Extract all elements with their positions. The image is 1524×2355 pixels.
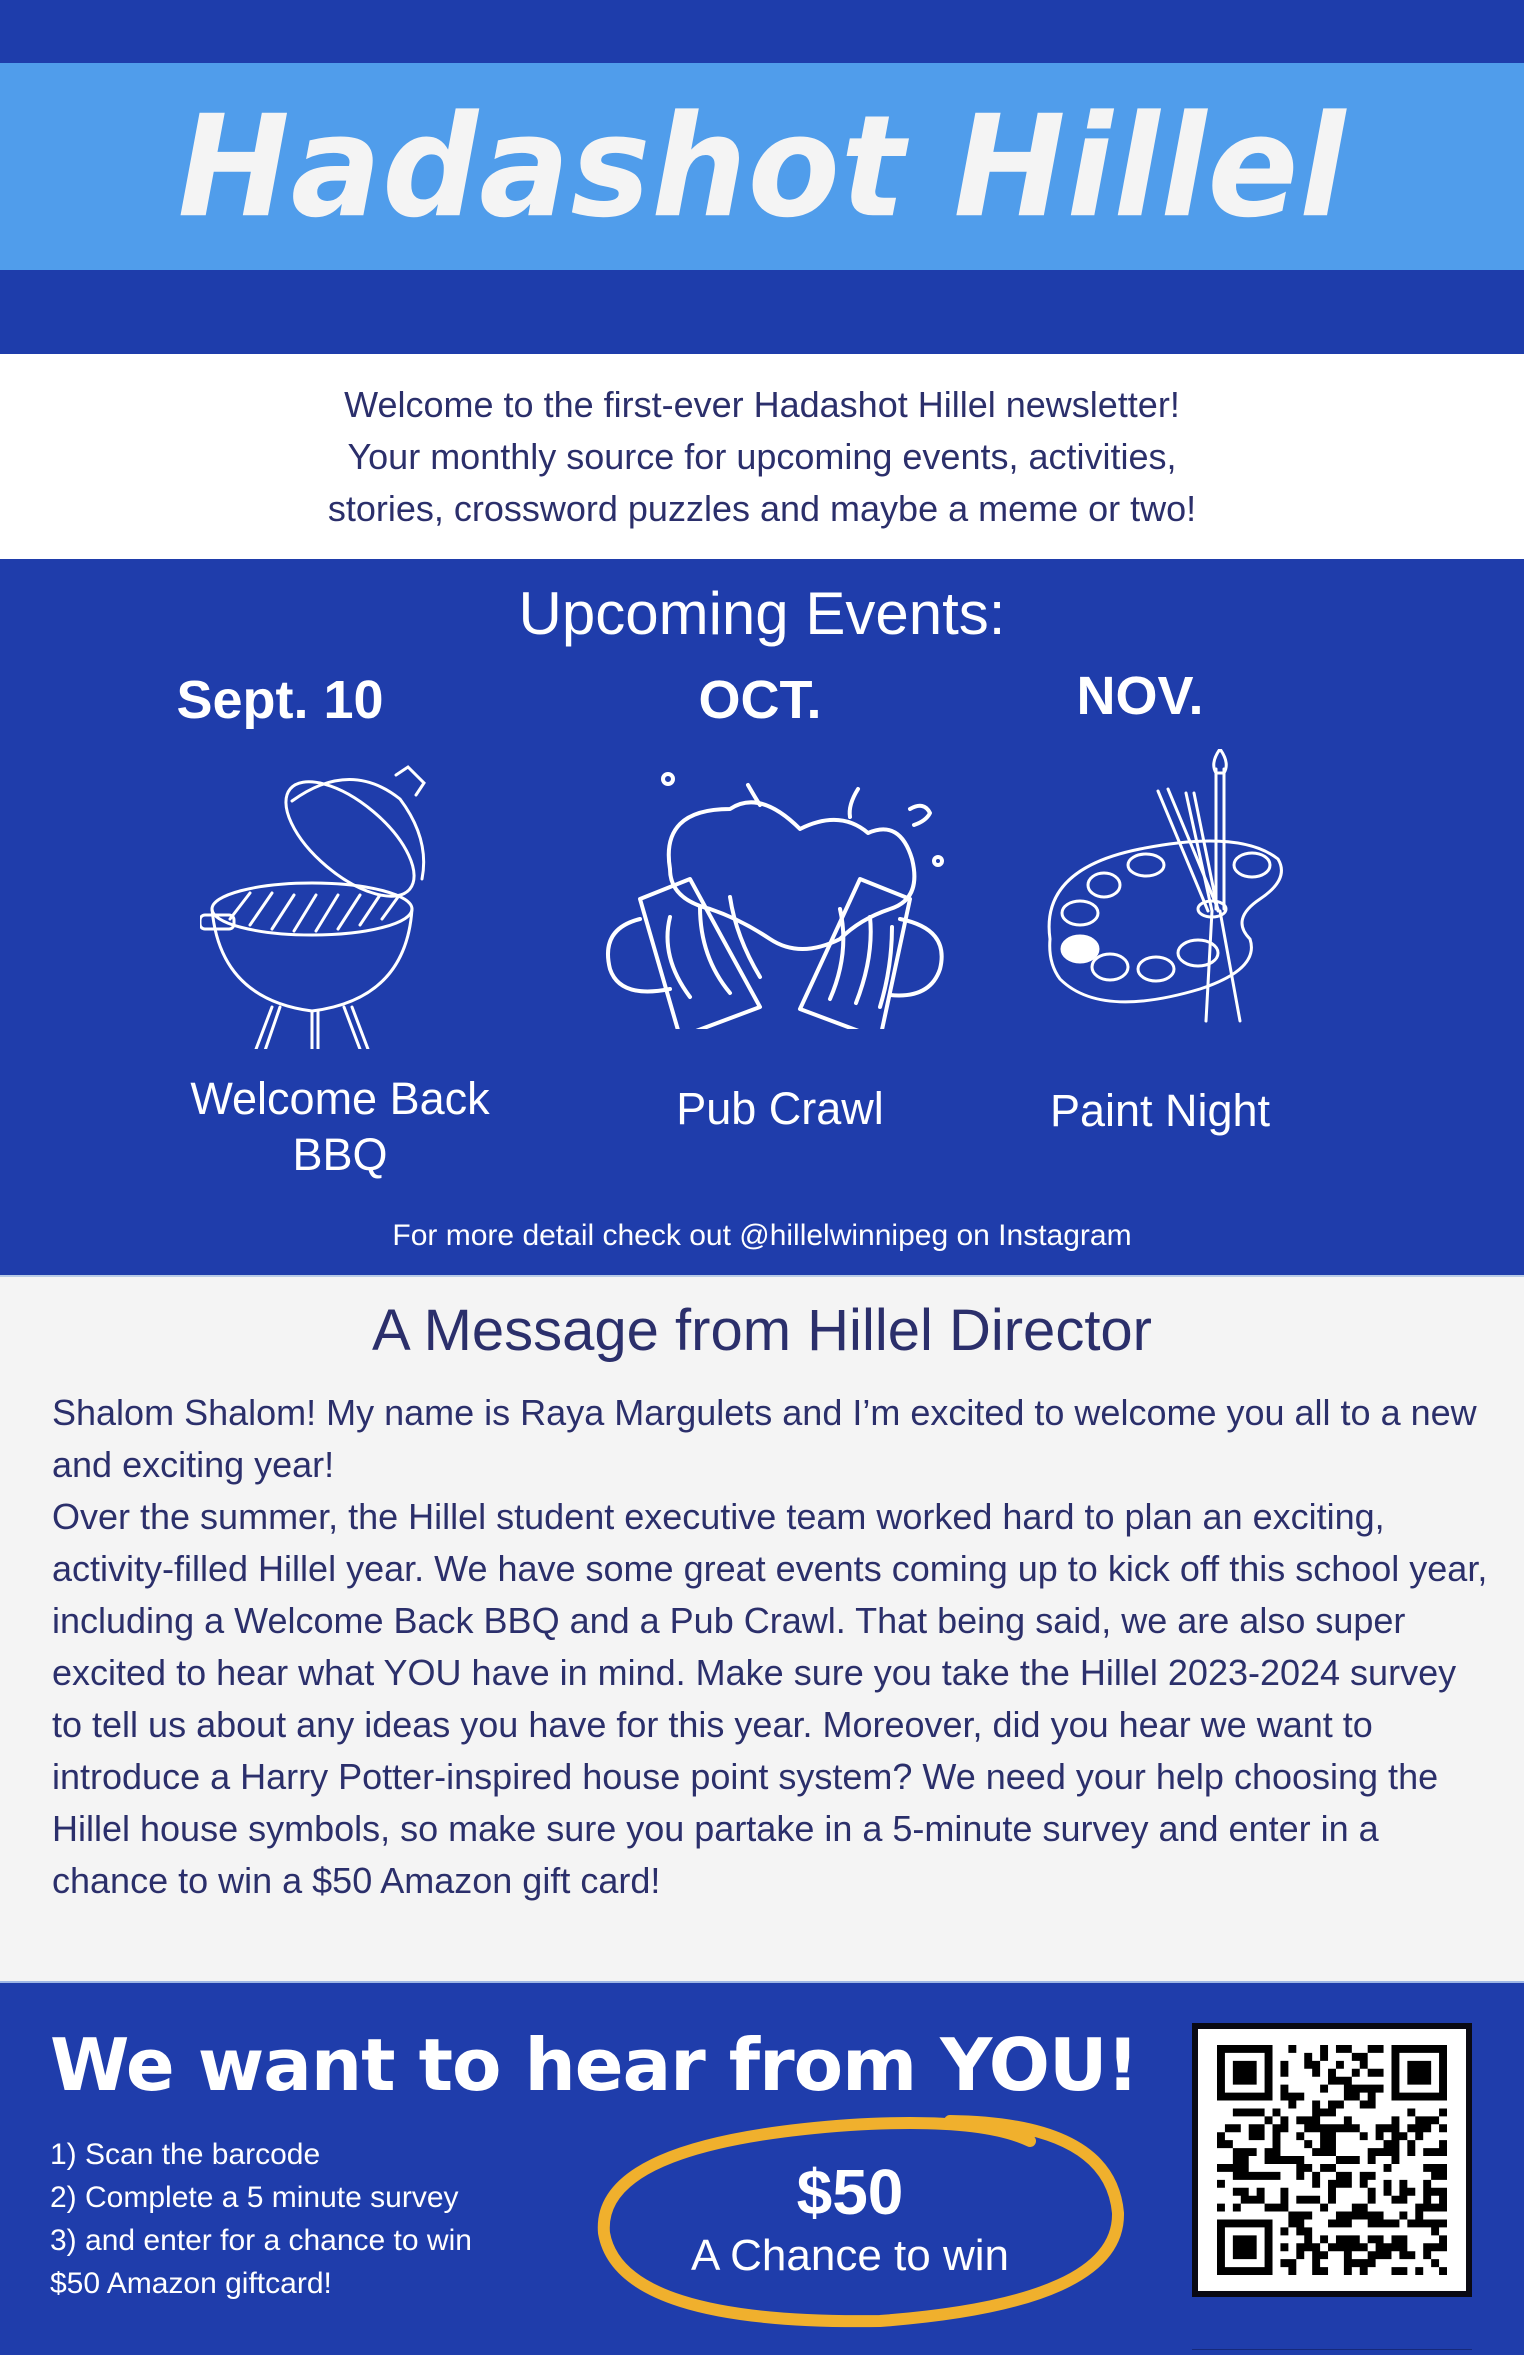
survey-step: 1) Scan the barcode xyxy=(50,2138,321,2171)
newsletter-title: Hadashot Hillel xyxy=(177,84,1347,249)
event-date: OCT. xyxy=(698,670,822,730)
divider xyxy=(1192,2349,1472,2350)
paint-palette-icon xyxy=(1020,749,1340,1049)
events-heading: Upcoming Events: xyxy=(518,580,1006,647)
event-name: Welcome Back BBQ xyxy=(190,1073,490,1180)
prize-label: A Chance to win xyxy=(691,2231,1009,2280)
intro-line: Welcome to the first-ever Hadashot Hillel newsletter! xyxy=(344,383,1180,425)
event-date: NOV. xyxy=(1076,666,1204,726)
qr-code-icon xyxy=(1214,2045,1450,2275)
survey-step: 3) and enter for a chance to win xyxy=(50,2224,472,2257)
director-message-section xyxy=(0,1275,1524,1981)
survey-cta-section xyxy=(0,1981,1524,2355)
header-banner xyxy=(0,63,1524,270)
intro-section xyxy=(0,354,1524,559)
survey-step: $50 Amazon giftcard! xyxy=(50,2267,332,2300)
header-top-band xyxy=(0,0,1524,63)
message-paragraph: Over the summer, the Hillel student executive team worked hard to plan an exciting, activity-filled Hillel year. We have some great events coming up to kick off this school year, including a Welcome Back BBQ and a Pub Crawl. That being said, we are also super excited to hear what YOU have in mind. Make sure you take the Hillel 2023-2024 survey to tell us about any ideas you have for this year. Moreover, did you hear we want to introduce a Harry Potter-inspired house point system? We need your help choosing the Hillel house symbols, so make sure you partake in a 5-minute survey and enter in a chance to win a $50 Amazon gift card! xyxy=(52,1496,1488,1901)
grill-icon xyxy=(200,749,440,1049)
survey-step: 2) Complete a 5 minute survey xyxy=(50,2181,459,2214)
message-paragraph: Shalom Shalom! My name is Raya Margulets and I’m excited to welcome you all to a new and exciting year! xyxy=(52,1392,1477,1485)
event-name: Paint Night xyxy=(1049,1085,1271,1136)
event-name: Pub Crawl xyxy=(676,1083,884,1134)
instagram-note: For more detail check out @hillelwinnipeg on Instagram xyxy=(392,1219,1132,1252)
message-heading: A Message from Hillel Director xyxy=(372,1298,1152,1363)
prize-amount: $50 xyxy=(796,2156,904,2228)
event-date: Sept. 10 xyxy=(176,670,384,730)
cta-heading: We want to hear from YOU! xyxy=(50,2023,1139,2107)
qr-code[interactable] xyxy=(1192,2023,1472,2297)
upcoming-events-section xyxy=(0,559,1524,1275)
intro-line: stories, crossword puzzles and maybe a meme or two! xyxy=(327,487,1197,529)
header-bottom-band xyxy=(0,270,1524,354)
beer-mugs-icon xyxy=(600,749,960,1029)
message-body xyxy=(52,1387,1492,1907)
survey-steps xyxy=(50,2133,472,2305)
prize-badge xyxy=(590,2103,1130,2333)
intro-line: Your monthly source for upcoming events, activities, xyxy=(347,435,1177,477)
